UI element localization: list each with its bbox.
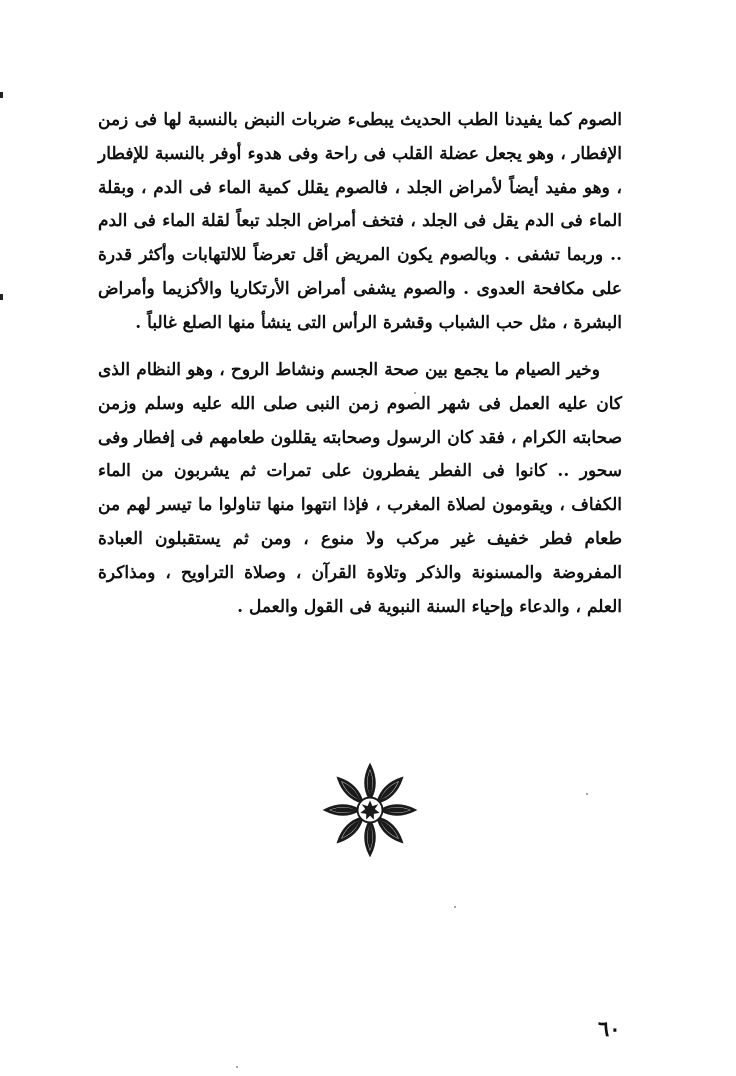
paper-speck [414, 392, 416, 394]
eight-point-star-ornament-icon [322, 762, 418, 858]
paper-speck [236, 1066, 238, 1068]
paragraph-fasting-health: الصوم كما يفيدنا الطب الحديث يبطىء ضربات النبض بالنسبة لها فى زمن الإفطار ، وهو يجعل عضلة القلب فى راحة وفى هدوء أوفر بالنسبة للإفطار ، وهو مفيد أيضاً لأمراض الجلد ، فالصوم يقلل كمية الماء فى الدم ، وبقلة الماء فى الدم يقل فى الجلد ، فتخف أمراض الجلد تبعاً لقلة الماء فى الدم .. وربما تشفى . وبالصوم يكون المريض أقل تعرضاً للالتهابات وأكثر قدرة على مكافحة العدوى . والصوم يشفى أمراض الأرتكاريا والأكزيما وأمراض البشرة ، مثل حب الشباب وقشرة الرأس التى ينشأ منها الصلع غالباً . [98, 110, 622, 333]
page-number: ٦٠ [598, 1016, 621, 1041]
paragraph-best-fasting-text: وخير الصيام ما يجمع بين صحة الجسم ونشاط الروح ، وهو النظام الذى كان عليه العمل فى شهر الصوم زمن النبى صلى الله عليه وسلم وزمن صحابته الكرام ، فقد كان الرسول وصحابته يقللون طعامهم فى إفطار وفى سحور .. كانوا فى الفطر يفطرون على تمرات ثم يشربون من الماء الكفاف ، ويقومون لصلاة المغرب ، فإذا انتهوا منها تناولوا ما تيسر لهم من طعام فطر خفيف غير مركب ولا منوع ، ومن ثم يستقبلون العبادة المفروضة والمسنونة والذكر وتلاوة القرآن ، وصلاة التراويح ، ومذاكرة العلم ، والدعاء وإحياء السنة النبوية فى القول والعمل . [98, 360, 622, 617]
paper-speck [454, 906, 456, 908]
paper-speck [586, 793, 588, 795]
margin-mark [0, 92, 3, 98]
margin-mark [0, 294, 3, 300]
paragraph-best-fasting [98, 354, 622, 624]
